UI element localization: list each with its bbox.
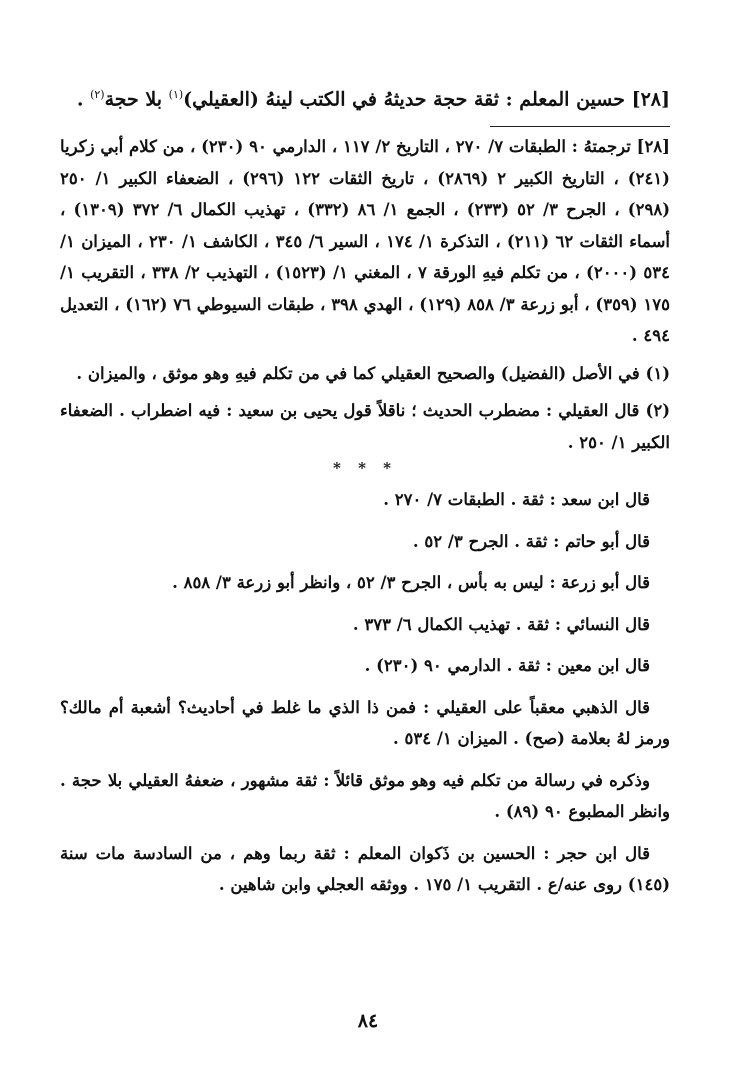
footnote-ref-2[interactable]: (٢) (90, 88, 105, 101)
entry-header-end: . (76, 88, 91, 111)
quote-abu-zura: قال أبو زرعة : ليس به بأس ، الجرح ٣/ ٥٢ ، وانظر أبو زرعة ٣/ ٨٥٨ . (172, 573, 650, 593)
quote-ibn-saad: قال ابن سعد : ثقة . الطبقات ٧/ ٢٧٠ . (383, 490, 650, 510)
quote-nasai: قال النسائي : ثقة . تهذيب الكمال ٦/ ٣٧٣ . (352, 614, 650, 634)
entry-header-text-2: بلا حجة (104, 88, 169, 111)
section-separator: * * * (333, 459, 397, 478)
page-body (60, 80, 670, 911)
biography-sources: [٢٨] ترجمتهُ : الطبقات ٧/ ٢٧٠ ، التاريخ ٢/ ١١٧ ، الدارمي ٩٠ (٢٣٠) ، من كلام أبي زكريا (٢٤١) ، التاريخ الكبير ٢ (٢٨٦٩) ، تاريخ الثقات ١٢٢ (٢٩٦) ، الضعفاء الكبير ١/ ٢٥٠ (٢٩٨) ، الجرح ٣/ ٥٢ (٢٣٣) ، الجمع ١/ ٨٦ (٣٣٢) ، تهذيب الكمال ٦/ ٣٧٢ (١٣٠٩) ، أسماء الثقات ٦٢ (٢١١) ، التذكرة ١/ ١٧٤ ، السير ٦/ ٣٤٥ ، الكاشف ١/ ٢٣٠ ، الميزان ١/ ٥٣٤ (٢٠٠٠) ، من تكلم فيهِ الورقة ٧ ، المغني ١/ (١٥٢٣) ، التهذيب ٢/ ٣٣٨ ، التقريب ١/ ١٧٥ (٣٥٩) ، أبو زرعة ٣/ ٨٥٨ (١٢٩) ، الهدي ٣٩٨ ، طبقات السيوطي ٧٦ (١٦٢) ، التعديل ٤٩٤ . (60, 137, 670, 346)
quote-dhahabi: قال الذهبي معقباً على العقيلي : فمن ذا الذي ما غلط في أحاديث؟ أشعبة أم مالك؟ ورمز لهُ بعلامة (صح) . الميزان ١/ ٥٣٤ . (60, 697, 670, 749)
quote-ibn-hajar: قال ابن حجر : الحسين بن ذَكوان المعلم : ثقة ربما وهم ، من السادسة مات سنة (١٤٥) روى عنه/ع . التقريب ١/ ١٧٥ . ووثقه العجلي وابن شاهين . (60, 843, 670, 895)
footnote-divider (490, 126, 670, 127)
page-number: ٨٤ (357, 1010, 379, 1032)
entry-header-text: [٢٨] حسين المعلم : ثقة حجة حديثهُ في الكتب لينهُ (العقيلي) (183, 88, 670, 111)
quote-abu-hatim: قال أبو حاتم : ثقة . الجرح ٣/ ٥٢ . (412, 531, 650, 551)
quote-ibn-main: قال ابن معين : ثقة . الدارمي ٩٠ (٢٣٠) . (364, 656, 650, 676)
footnote-2: (٢) قال العقيلي : مضطرب الحديث ؛ ناقلاً قول يحيى بن سعيد : فيه اضطراب . الضعفاء الكبير ١/ ٢٥٠ . (60, 401, 670, 452)
quote-dhahabi-risala: وذكره في رسالة من تكلم فيه وهو موثق قائلاً : ثقة مشهور ، ضعفهُ العقيلي بلا حجة . وانظر المطبوع ٩٠ (٨٩) . (60, 770, 670, 822)
footnote-1: (١) في الأصل (الفضيل) والصحيح العقيلي كما في من تكلم فيهِ وهو موثق ، والميزان . (76, 363, 670, 383)
footnote-ref-1[interactable]: (١) (168, 88, 184, 101)
entry-header (60, 80, 670, 114)
